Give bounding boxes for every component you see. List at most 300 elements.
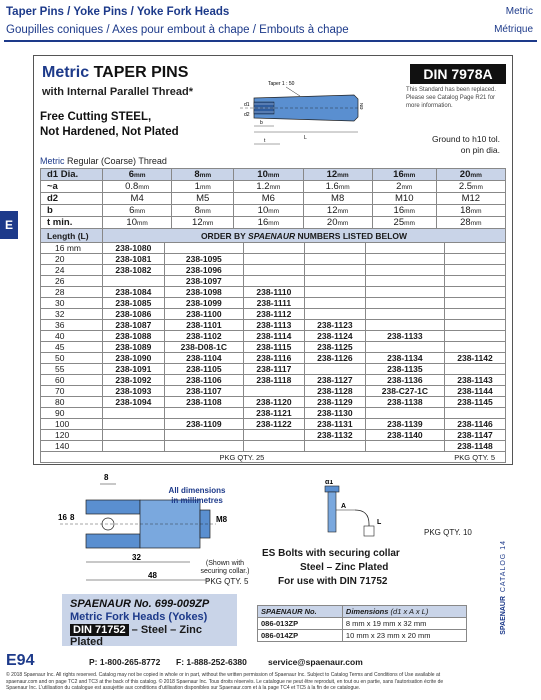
bolt-pkg-qty: PKG QTY. 10 [424, 528, 472, 537]
bolt-a: A [341, 503, 347, 510]
shown-note-2: securing collar.) [200, 568, 250, 575]
spec-cell-value: 1.6 [325, 181, 339, 192]
spec-cell [103, 205, 172, 217]
order-heading-a: ORDER BY [200, 230, 246, 241]
length-cell: 45 [41, 342, 103, 353]
part-number-cell [103, 276, 165, 287]
length-cell: 30 [41, 298, 103, 309]
spec-header-row [41, 169, 506, 181]
spec-cell [172, 193, 234, 205]
spec-cell-value: 12 [192, 217, 203, 228]
part-number-cell[interactable]: 238-1090 [103, 353, 165, 364]
fork-head-number: No. 699-009ZP [133, 598, 210, 610]
part-number-cell[interactable]: 238-1104 [164, 353, 243, 364]
es-header-row [258, 606, 467, 618]
part-number-cell[interactable]: 238-1115 [243, 342, 304, 353]
spec-cell-unit: mm [472, 184, 483, 191]
spec-cell-value: 8 [194, 205, 200, 216]
part-number-cell [365, 276, 444, 287]
spec-cell [303, 205, 372, 217]
part-number-cell[interactable]: 238-1108 [164, 397, 243, 408]
taper-pin-drawing [230, 76, 370, 148]
spec-cell-value: 1 [194, 181, 200, 192]
spec-cell-unit: mm [337, 220, 349, 227]
spec-cell-value: M4 [130, 193, 144, 204]
spec-cell [436, 193, 505, 205]
part-number-cell[interactable]: 238-1081 [103, 254, 165, 265]
section-tab-e[interactable]: E [0, 211, 18, 239]
order-table [40, 228, 506, 463]
order-heading-c: NUMBERS LISTED BELOW [297, 230, 408, 241]
thread-note [40, 156, 167, 166]
part-number-cell[interactable]: 238-1086 [103, 309, 165, 320]
spec-cell-unit: mm [337, 208, 349, 215]
part-number-cell [444, 408, 505, 419]
spec-cell [303, 193, 372, 205]
spec-cell-unit: mm [134, 208, 146, 215]
part-number-cell [365, 298, 444, 309]
part-number-cell [444, 364, 505, 375]
part-number-cell [444, 320, 505, 331]
dim-32: 32 [132, 553, 141, 562]
bolt-l: L [377, 519, 382, 526]
part-number-cell [243, 441, 304, 452]
table-row [41, 353, 506, 364]
length-cell: 26 [41, 276, 103, 287]
table-row [41, 298, 506, 309]
part-number-cell [365, 320, 444, 331]
part-number-cell [444, 265, 505, 276]
part-number-cell[interactable]: 238-1107 [164, 386, 243, 397]
length-cell: 60 [41, 375, 103, 386]
spec-cell [372, 217, 436, 229]
spec-cell-value: 16 [393, 205, 405, 216]
header-rule [4, 40, 537, 42]
spec-cell [103, 181, 172, 193]
part-number-cell[interactable]: 238-1147 [444, 430, 505, 441]
part-number-cell[interactable]: 238-1116 [243, 353, 304, 364]
part-number-cell[interactable]: 238-1144 [444, 386, 505, 397]
header-unit-fr: Métrique [494, 24, 533, 35]
part-number-cell[interactable]: 238-1105 [164, 364, 243, 375]
part-number-cell[interactable]: 238-1106 [164, 375, 243, 386]
part-number-cell[interactable]: 238-1117 [243, 364, 304, 375]
email-link[interactable]: service@spaenaur.com [268, 657, 363, 667]
length-cell: 28 [41, 287, 103, 298]
ground-line-2: on pin dia. [460, 145, 500, 155]
table-row [41, 276, 506, 287]
spec-cell-value: 0.8 [125, 181, 139, 192]
spec-cell-unit: mm [470, 208, 482, 215]
part-number-cell[interactable]: 238-1102 [164, 331, 243, 342]
fax-number: F: 1-888-252-6380 [176, 657, 247, 667]
part-number-cell[interactable]: 238-1084 [103, 287, 165, 298]
spec-cell-unit: mm [470, 220, 482, 227]
spec-cell-unit: mm [138, 184, 150, 191]
pkg-qty-left: PKG QTY. 25 [41, 452, 305, 463]
spec-cell-unit: mm [199, 184, 211, 191]
part-number-cell[interactable]: 238-1091 [103, 364, 165, 375]
part-number-cell [304, 309, 365, 320]
legal-text: © 2018 Spaenaur Inc. All rights reserved. Catalog may not be copied in whole or in part, without the written permission of Spaenaur Inc. Subject to Catalog Terms and Conditions of Use available at spaenaur.com and on page TC2 and TC3 at the back of this catalog. © 2018 Spaenaur Inc. Tous droits réservés. Le catalogue ne peut être reproduit, en tout ou en partie, sans l'autorisation écrite de Spaenaur Inc. L'utilisation du catalogue est assujettie aux conditions d'utilisation disponibles sur Spaenaur.com et à la page TC4 et TC5 à la fin de ce catalogue. [6, 672, 444, 691]
part-number-cell [365, 309, 444, 320]
part-number-cell[interactable]: 238-1111 [243, 298, 304, 309]
spec-row-label: ~a [41, 181, 103, 193]
svg-text:t: t [264, 138, 266, 144]
phone-number[interactable]: P: 1-800-265-8772 [89, 657, 161, 667]
part-number-cell[interactable]: 238-1140 [365, 430, 444, 441]
spec-cell [103, 217, 172, 229]
part-number-cell[interactable]: 238-1139 [365, 419, 444, 430]
part-number-cell [444, 331, 505, 342]
length-cell: 40 [41, 331, 103, 342]
part-number-cell[interactable]: 238-1080 [103, 243, 165, 254]
part-number-cell [164, 441, 243, 452]
part-number-cell [304, 287, 365, 298]
part-number-cell[interactable]: 238-1133 [365, 331, 444, 342]
part-number-cell[interactable]: 238-1142 [444, 353, 505, 364]
part-number-cell[interactable]: 238-1097 [164, 276, 243, 287]
fork-head-din: DIN 71752 [70, 624, 129, 636]
part-number-cell [304, 364, 365, 375]
part-number-cell[interactable]: 238-1114 [243, 331, 304, 342]
part-number-cell [444, 342, 505, 353]
part-number-cell[interactable]: 238-1100 [164, 309, 243, 320]
spec-cell [436, 205, 505, 217]
part-number-cell [365, 265, 444, 276]
part-number-cell[interactable]: 238-1131 [304, 419, 365, 430]
part-number-cell[interactable]: 238-1120 [243, 397, 304, 408]
es-dimensions: 10 mm x 23 mm x 20 mm [342, 630, 466, 642]
spec-cell [303, 217, 372, 229]
spec-size-unit: mm [134, 172, 146, 179]
part-number-cell[interactable]: 238-1143 [444, 375, 505, 386]
spec-size-cell [172, 169, 234, 181]
part-number-cell [164, 243, 243, 254]
part-number-cell[interactable]: 238-1127 [304, 375, 365, 386]
part-number-cell[interactable]: 238-1088 [103, 331, 165, 342]
spec-row [41, 193, 506, 205]
spec-cell-unit: mm [404, 220, 415, 227]
dimensions-note-2: in millimetres [171, 496, 223, 505]
part-number-cell[interactable]: 238-1121 [243, 408, 304, 419]
spec-size-unit: mm [337, 172, 349, 179]
order-header-row [41, 229, 506, 243]
spec-cell-value: M8 [331, 193, 345, 204]
spec-cell-value: M10 [395, 193, 414, 204]
part-number-cell [164, 408, 243, 419]
part-number-cell[interactable]: 238-1132 [304, 430, 365, 441]
panel-title-metric: Metric [42, 64, 90, 81]
part-number-cell [304, 265, 365, 276]
table-row [41, 287, 506, 298]
spec-size-cell [436, 169, 505, 181]
spec-cell-unit: mm [199, 208, 211, 215]
spec-cell-unit: mm [137, 220, 148, 227]
table-row [41, 441, 506, 452]
part-number-cell [243, 265, 304, 276]
part-number-cell[interactable]: 238-1126 [304, 353, 365, 364]
spec-size-value: 20 [459, 169, 471, 180]
spec-header-label: d1 Dia. [41, 169, 103, 181]
es-header-dim-a: Dimensions [345, 607, 389, 616]
part-number-cell[interactable]: 238-1122 [243, 419, 304, 430]
thread-type: Regular (Coarse) Thread [67, 156, 167, 166]
part-number-cell[interactable]: 238-1118 [243, 375, 304, 386]
part-number-cell [444, 276, 505, 287]
part-number-cell[interactable]: 238-1130 [304, 408, 365, 419]
dim-48: 48 [148, 571, 157, 580]
part-number-cell[interactable]: 238-1148 [444, 441, 505, 452]
spec-size-value: 10 [257, 169, 268, 180]
spec-cell-value: 10 [126, 217, 137, 228]
spec-cell [234, 181, 303, 193]
part-number-cell[interactable]: 238-1095 [164, 254, 243, 265]
part-number-cell[interactable]: 238-1125 [304, 342, 365, 353]
spec-cell-value: 10 [257, 205, 269, 216]
es-part-number[interactable]: 086-013ZP [258, 618, 343, 630]
bolt-d1: d1 [325, 480, 334, 486]
ground-line-1: Ground to h10 tol. [431, 134, 500, 144]
table-row [41, 397, 506, 408]
din-badge: DIN 7978A [410, 64, 506, 84]
part-number-cell[interactable]: 238-1094 [103, 397, 165, 408]
part-number-cell[interactable]: 238-1089 [103, 342, 165, 353]
part-number-cell [103, 430, 165, 441]
spec-cell-unit: mm [338, 184, 350, 191]
spec-cell [234, 193, 303, 205]
dimensions-note [162, 486, 232, 506]
bolt-line-2: Steel – Zinc Plated [300, 562, 389, 573]
length-cell: 100 [41, 419, 103, 430]
table-row [41, 254, 506, 265]
ground-note [432, 134, 500, 156]
shown-note-1: (Shown with [205, 560, 245, 567]
material-line-2: Not Hardened, Not Plated [40, 126, 179, 138]
part-number-cell[interactable]: 238-1135 [365, 364, 444, 375]
pkg-qty-right: PKG QTY. 5 [304, 452, 505, 463]
spec-cell [436, 217, 505, 229]
part-number-cell [103, 419, 165, 430]
spec-cell [234, 217, 303, 229]
length-header: Length (L) [41, 229, 103, 243]
spec-cell-value: M5 [196, 193, 210, 204]
part-number-cell[interactable]: 238-1101 [164, 320, 243, 331]
part-number-cell[interactable]: 238-1096 [164, 265, 243, 276]
part-number-cell [164, 430, 243, 441]
part-number-cell [444, 254, 505, 265]
part-number-cell[interactable]: 238-1109 [164, 419, 243, 430]
table-row [41, 430, 506, 441]
part-number-cell [243, 243, 304, 254]
spec-size-unit: mm [267, 172, 280, 179]
spec-cell-value: M12 [461, 193, 481, 204]
length-cell: 70 [41, 386, 103, 397]
order-heading [103, 229, 506, 243]
fork-head-description: Metric Fork Heads (Yokes) [70, 611, 208, 623]
spec-cell-value: 1.2 [256, 181, 270, 192]
svg-text:L: L [304, 135, 307, 141]
part-number-cell[interactable]: 238-1124 [304, 331, 365, 342]
part-number-cell[interactable]: 238-1145 [444, 397, 505, 408]
spec-cell-value: 6 [129, 205, 135, 216]
part-number-cell [365, 408, 444, 419]
fork-head-brand: SPAENAUR [70, 598, 131, 610]
part-number-cell [243, 386, 304, 397]
table-row [41, 419, 506, 430]
part-number-cell[interactable]: 238-1092 [103, 375, 165, 386]
part-number-cell[interactable]: 238-1129 [304, 397, 365, 408]
part-number-cell[interactable]: 238-C27-1C [365, 386, 444, 397]
part-number-cell [444, 298, 505, 309]
part-number-cell[interactable]: 238-1093 [103, 386, 165, 397]
spec-size-value: 12 [326, 169, 338, 180]
length-cell: 80 [41, 397, 103, 408]
table-row [258, 630, 467, 642]
es-bolt-drawing [315, 480, 425, 550]
spec-size-unit: mm [470, 172, 482, 179]
bolt-line-1: ES Bolts with securing collar [262, 548, 400, 559]
page-header [0, 0, 541, 50]
length-cell: 55 [41, 364, 103, 375]
part-number-cell [243, 254, 304, 265]
part-number-cell[interactable]: 238-1082 [103, 265, 165, 276]
spec-cell-value: 16 [257, 217, 269, 228]
part-number-cell[interactable]: 238-1112 [243, 309, 304, 320]
part-number-cell[interactable]: 238-1098 [164, 287, 243, 298]
din-note: This Standard has been replaced. Please see Catalog Page R21 for more information. [406, 87, 497, 109]
material-note [40, 110, 179, 140]
part-number-cell [103, 408, 165, 419]
order-heading-brand: SPAENAUR [248, 230, 296, 241]
part-number-cell [304, 243, 365, 254]
pkg-qty-row [41, 452, 506, 463]
spec-cell-unit: mm [404, 208, 415, 215]
spec-cell-value: 28 [460, 217, 471, 228]
es-bolt-table [257, 605, 467, 642]
spec-cell-unit: mm [269, 184, 281, 191]
spec-size-value: 6 [128, 169, 134, 180]
taper-pins-panel [33, 55, 513, 465]
part-number-cell [304, 441, 365, 452]
spec-cell [172, 217, 234, 229]
part-number-cell[interactable]: 238-1123 [304, 320, 365, 331]
part-number-cell [243, 276, 304, 287]
dim-8-top: 8 [104, 473, 109, 482]
part-number-cell [365, 441, 444, 452]
part-number-cell[interactable]: 238-1099 [164, 298, 243, 309]
part-number-cell [444, 309, 505, 320]
es-header-dim [342, 606, 466, 618]
spec-cell-unit: mm [268, 220, 280, 227]
table-row [41, 243, 506, 254]
part-number-cell[interactable]: 238-1138 [365, 397, 444, 408]
part-number-cell [444, 287, 505, 298]
part-number-cell [365, 287, 444, 298]
catalog-label: CATALOG 14 [500, 540, 507, 593]
header-unit-en: Metric [505, 6, 533, 17]
part-number-cell [304, 298, 365, 309]
panel-title-main: TAPER PINS [93, 64, 189, 81]
svg-text:b: b [260, 120, 263, 126]
length-cell: 32 [41, 309, 103, 320]
part-number-cell[interactable]: 238-D08-1C [164, 342, 243, 353]
spec-cell-unit: mm [268, 208, 280, 215]
length-cell: 24 [41, 265, 103, 276]
part-number-cell[interactable]: 238-1085 [103, 298, 165, 309]
part-number-cell [444, 243, 505, 254]
spec-cell-value: 2 [396, 181, 402, 192]
part-number-cell[interactable]: 238-1136 [365, 375, 444, 386]
table-row [41, 342, 506, 353]
length-cell: 140 [41, 441, 103, 452]
part-number-cell[interactable]: 238-1087 [103, 320, 165, 331]
table-row [41, 309, 506, 320]
length-cell: 90 [41, 408, 103, 419]
es-header-dim-b: (d1 x A x L) [390, 607, 429, 616]
table-row [41, 320, 506, 331]
spec-size-cell [234, 169, 303, 181]
length-cell: 50 [41, 353, 103, 364]
page-number: E94 [6, 652, 35, 669]
spec-row-label: t min. [41, 217, 103, 229]
part-number-cell [103, 441, 165, 452]
part-number-cell [365, 342, 444, 353]
spec-size-cell [372, 169, 436, 181]
dim-8-side: 8 [70, 513, 75, 522]
part-number-cell[interactable]: 238-1146 [444, 419, 505, 430]
spec-cell [303, 181, 372, 193]
spec-table [40, 168, 506, 229]
fork-head-part-number [70, 598, 229, 610]
spec-cell [372, 181, 436, 193]
table-row [41, 386, 506, 397]
nd-label: ND [359, 103, 364, 110]
table-row [41, 331, 506, 342]
es-part-number[interactable]: 086-014ZP [258, 630, 343, 642]
part-number-cell [304, 254, 365, 265]
brand-label: SPAENAUR [500, 596, 507, 635]
es-dimensions: 8 mm x 19 mm x 32 mm [342, 618, 466, 630]
part-number-cell [365, 254, 444, 265]
table-row [41, 364, 506, 375]
part-number-cell[interactable]: 238-1128 [304, 386, 365, 397]
dimensions-note-1: All dimensions [168, 486, 226, 495]
length-cell: 36 [41, 320, 103, 331]
fork-head-standard [70, 624, 229, 648]
part-number-cell[interactable]: 238-1110 [243, 287, 304, 298]
part-number-cell[interactable]: 238-1113 [243, 320, 304, 331]
fork-head-material: – Steel – Zinc Plated [70, 624, 202, 648]
spec-row [41, 181, 506, 193]
spec-size-unit: mm [199, 172, 212, 179]
spec-cell-value: 25 [393, 217, 405, 228]
spec-row [41, 217, 506, 229]
spec-size-cell [103, 169, 172, 181]
spec-cell [234, 205, 303, 217]
fork-head-info-box [62, 594, 237, 646]
spec-row-label: d2 [41, 193, 103, 205]
spec-cell [436, 181, 505, 193]
bolt-line-3: For use with DIN 71752 [278, 576, 388, 587]
thread-metric: Metric [40, 156, 65, 166]
dim-16: 16 [58, 513, 67, 522]
panel-subtitle: with Internal Parallel Thread* [42, 86, 193, 98]
taper-label: Taper 1 : 50 [268, 81, 295, 87]
part-number-cell[interactable]: 238-1134 [365, 353, 444, 364]
spec-cell-value: 18 [460, 205, 471, 216]
table-row [41, 265, 506, 276]
